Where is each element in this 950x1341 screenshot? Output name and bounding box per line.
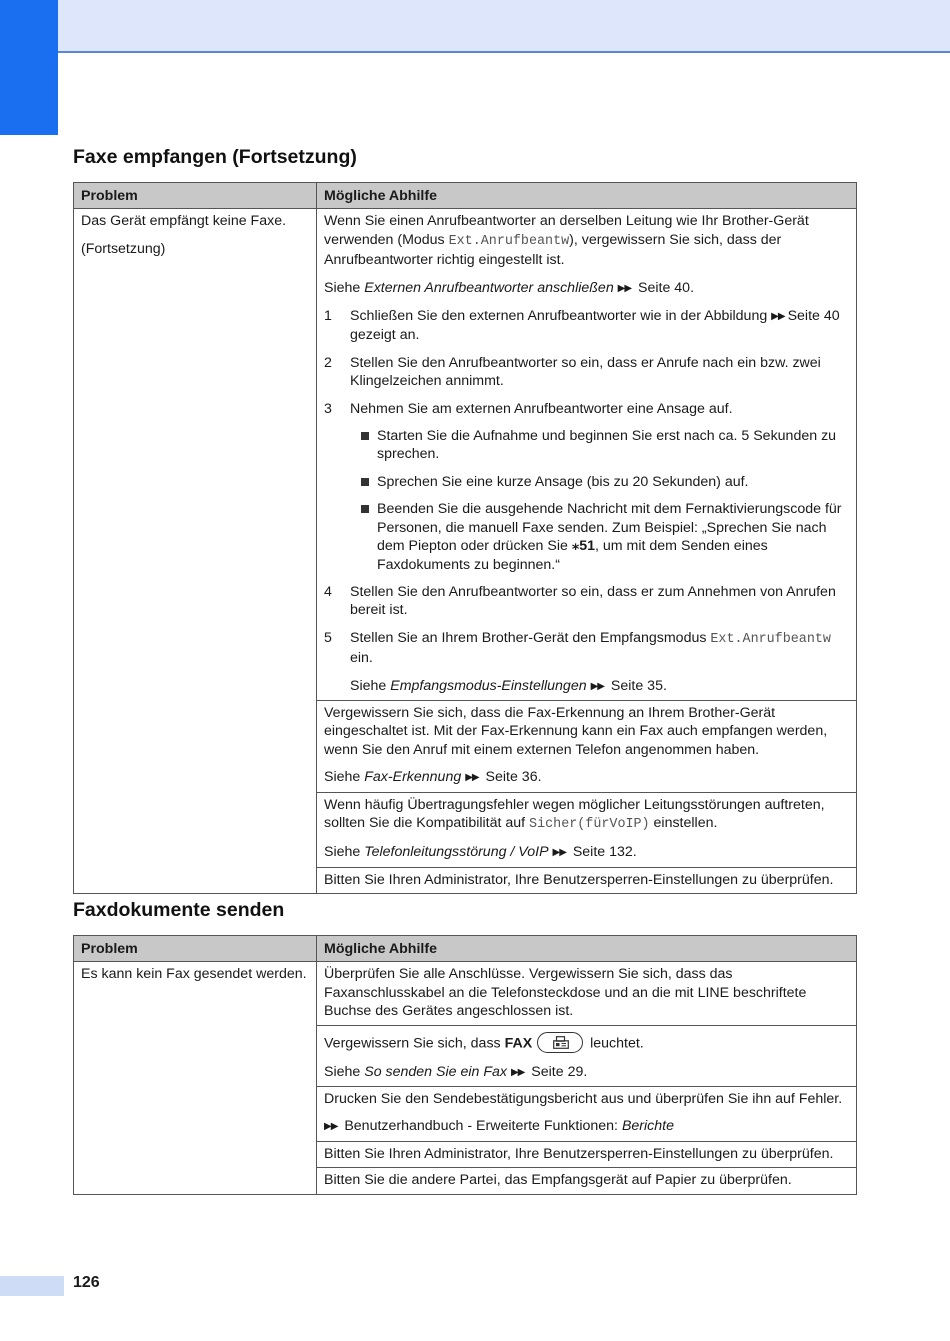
problem-cell: Es kann kein Fax gesendet werden.: [74, 962, 317, 1194]
problem-text: Das Gerät empfängt keine Faxe.: [81, 213, 287, 230]
double-arrow-icon: ▶▶: [617, 282, 632, 294]
table-row: [74, 962, 857, 1025]
see-reference: Siehe So senden Sie ein Fax ▶▶ Seite 29.: [324, 1063, 849, 1082]
continuation-note: (Fortsetzung): [81, 240, 166, 257]
double-arrow-icon: ▶▶: [552, 847, 566, 859]
remedy-paragraph: Drucken Sie den Sendebestätigungsbericht aus und überprüfen Sie ihn auf Fehler.: [324, 1091, 843, 1108]
see-reference: Siehe Empfangsmodus-Einstellungen ▶▶ Seite 35.: [324, 677, 849, 696]
chapter-tab: [0, 0, 58, 135]
remedy-cell: [317, 209, 857, 701]
double-arrow-icon: ▶▶: [771, 311, 785, 323]
remedy-cell: Bitten Sie Ihren Administrator, Ihre Benutzersperren-Einstellungen zu überprüfen.: [317, 1141, 857, 1167]
bullet-item: Beenden Sie die ausgehende Nachricht mit dem Fernaktivierungscode für Personen, die manuell Faxe senden. Zum Beispiel: „Sprechen Sie nach dem Piepton oder drücken Sie ⁎51, um mit dem Senden eines Faxdokuments zu beginnen.“: [324, 500, 849, 574]
remedy-header: Mögliche Abhilfe: [317, 183, 857, 209]
sending-problems-table: [73, 935, 857, 1195]
remedy-cell: Bitten Sie Ihren Administrator, Ihre Benutzersperren-Einstellungen zu überprüfen.: [317, 867, 857, 893]
double-arrow-icon: ▶▶: [465, 772, 479, 784]
step-item: 4 Stellen Sie den Anrufbeantworter so ein, dass er zum Annehmen von Anrufen bereit ist.: [324, 583, 836, 619]
manual-reference: ▶▶ Benutzerhandbuch - Erweiterte Funktionen: Berichte: [324, 1117, 849, 1136]
step-item: 1 Schließen Sie den externen Anrufbeantworter wie in der Abbildung ▶▶ Seite 40 gezeigt an.: [324, 308, 840, 344]
remedy-paragraph: Wenn häufig Übertragungsfehler wegen möglicher Leitungsstörungen auftreten, sollten Sie die Kompatibilität auf Sicher(fürVoIP) einstellen.: [324, 796, 825, 832]
remedy-paragraph: Vergewissern Sie sich, dass FAX leuchtet.: [324, 1033, 849, 1054]
remedy-cell: Überprüfen Sie alle Anschlüsse. Vergewissern Sie sich, dass das Faxanschlusskabel an die Telefonsteckdose und an die mit LINE beschriftete Buchse des Gerätes angeschlossen ist.: [317, 962, 857, 1025]
section-title-receiving: Faxe empfangen (Fortsetzung): [73, 146, 357, 168]
lcd-text: Ext.Anrufbeantw: [448, 233, 570, 249]
problem-header: Problem: [74, 936, 317, 962]
lcd-text: Ext.Anrufbeantw: [710, 631, 831, 647]
double-arrow-icon: ▶▶: [324, 1121, 338, 1133]
footer-bar: [0, 1276, 64, 1296]
double-arrow-icon: ▶▶: [590, 680, 604, 692]
problem-header: Problem: [74, 183, 317, 209]
section-title-sending: Faxdokumente senden: [73, 899, 285, 921]
lcd-text: Sicher(fürVoIP): [529, 816, 650, 832]
square-bullet-icon: [360, 427, 377, 464]
table-header-row: [74, 936, 857, 962]
step-item: 2 Stellen Sie den Anrufbeantworter so ein, dass er Anrufe nach ein bzw. zwei Klingelzeichen annimmt.: [324, 354, 821, 390]
bullet-item: Starten Sie die Aufnahme und beginnen Sie erst nach ca. 5 Sekunden zu sprechen.: [324, 427, 849, 464]
page-number: 126: [73, 1274, 100, 1291]
remedy-cell: [317, 792, 857, 867]
see-reference: Siehe Telefonleitungsstörung / VoIP ▶▶ Seite 132.: [324, 843, 849, 862]
receiving-problems-table: [73, 182, 857, 894]
double-arrow-icon: ▶▶: [510, 1066, 525, 1078]
bullet-item: Sprechen Sie eine kurze Ansage (bis zu 20 Sekunden) auf.: [324, 473, 849, 491]
remedy-cell: [317, 1087, 857, 1142]
remedy-header: Mögliche Abhilfe: [317, 936, 857, 962]
table-row: [74, 209, 857, 701]
problem-cell: [74, 209, 317, 894]
see-reference: Siehe Fax-Erkennung ▶▶ Seite 36.: [324, 768, 849, 787]
square-bullet-icon: [360, 473, 377, 491]
remedy-cell: [317, 700, 857, 792]
remedy-paragraph: Vergewissern Sie sich, dass die Fax-Erkennung an Ihrem Brother-Gerät eingeschaltet ist. Mit der Fax-Erkennung kann ein Fax auch empfangen werden, wenn Sie den Anruf mit einem externen Telefon angenommen haben.: [324, 704, 828, 758]
remedy-paragraph: Wenn Sie einen Anrufbeantworter an derselben Leitung wie Ihr Brother-Gerät verwenden (Modus Ext.Anrufbeantw), vergewissern Sie sich, dass der Anrufbeantworter richtig eingestellt ist.: [324, 213, 809, 269]
fax-key-icon: [537, 1032, 583, 1053]
step-item: 3 Nehmen Sie am externen Anrufbeantworter eine Ansage auf.: [324, 400, 733, 417]
table-header-row: [74, 183, 857, 209]
step-item: 5 Stellen Sie an Ihrem Brother-Gerät den Empfangsmodus Ext.Anrufbeantw ein.: [324, 629, 831, 667]
remedy-cell: [317, 1025, 857, 1086]
square-bullet-icon: [360, 500, 377, 574]
see-reference: Siehe Externen Anrufbeantworter anschließen ▶▶ Seite 40.: [324, 279, 849, 298]
remedy-cell: Bitten Sie die andere Partei, das Empfangsgerät auf Papier zu überprüfen.: [317, 1168, 857, 1194]
header-band: [0, 0, 950, 53]
